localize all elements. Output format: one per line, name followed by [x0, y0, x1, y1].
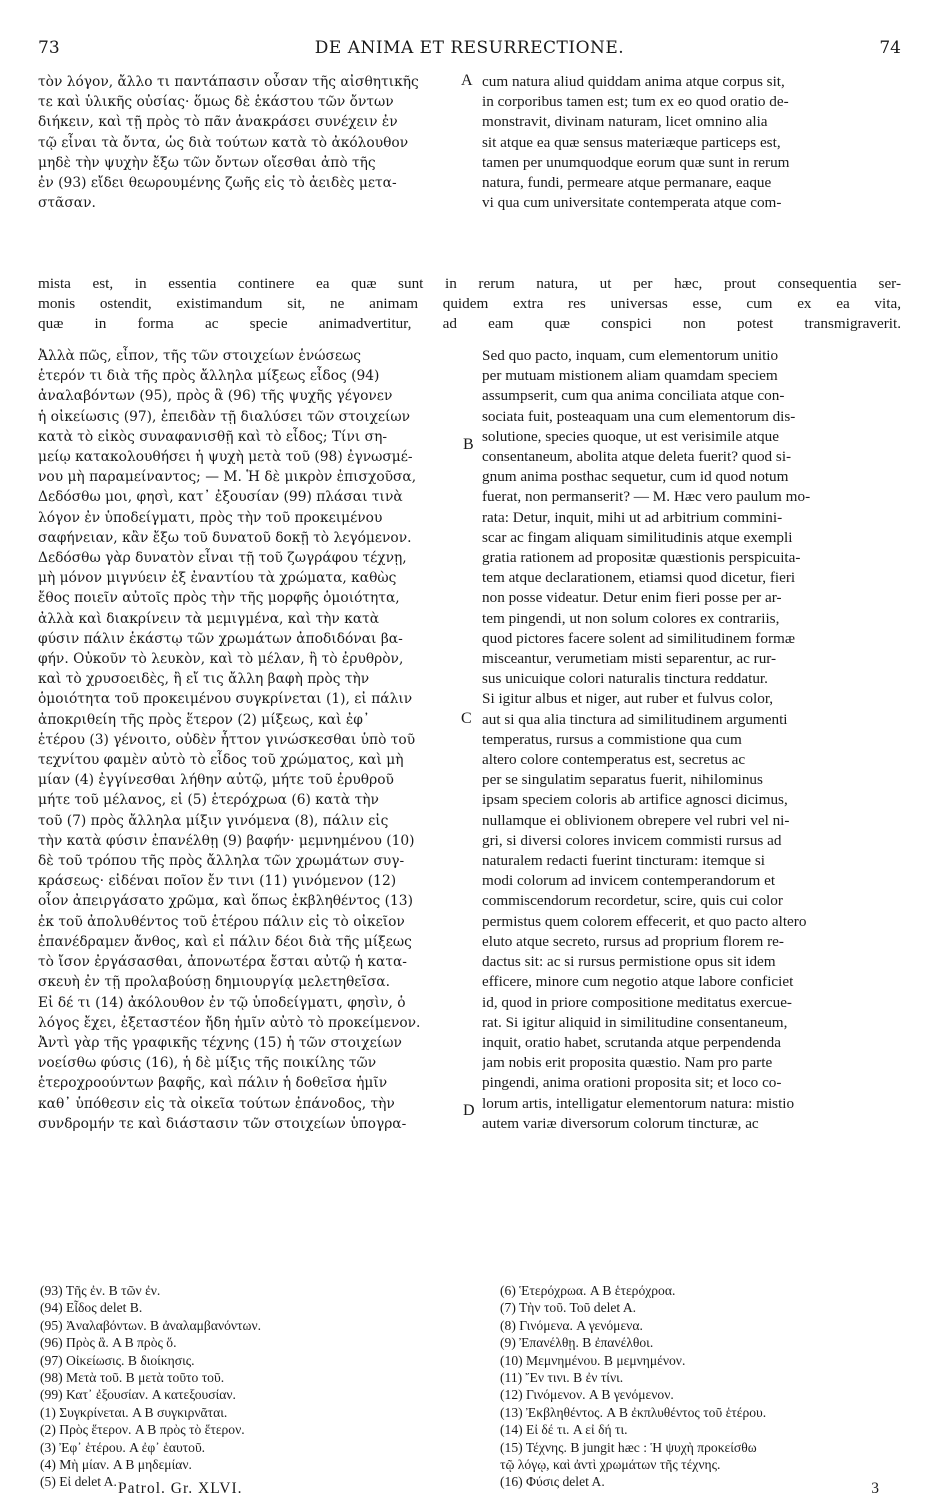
footnote-line: (9) Ἐπανέλθῃ. B ἐπανέλθοι. [500, 1335, 654, 1351]
latin-text-line: dactus sit: ac si rursus permistione opus sit idem [482, 953, 776, 971]
latin-text-line: fuerat, non permanserit? — M. Hæc vero paulum mo- [482, 488, 811, 506]
right-page-number: 74 [879, 38, 901, 58]
greek-text-line: οἷον ἀπειργάσατο χρῶμα, καὶ ὅπως ἐκβληθέντος (13) [38, 893, 413, 910]
greek-text-line: ὁμοιότητα τοῦ προκειμένου συγκρίνεται (1), εἰ πάλιν [38, 691, 413, 708]
greek-text-line: ἀποκριθείη τῆς πρὸς ἕτερον (2) μίξεως, καὶ ἐφ᾽ [38, 711, 370, 728]
margin-letter-c: C [461, 710, 472, 727]
greek-column-block-1 [38, 72, 456, 213]
footnote-line: (13) Ἐκβληθέντος. A B ἐκπλυθέντος τοῦ ἑτέρου. [500, 1404, 767, 1420]
latin-text-line: commiscendorum recordetur, scire, quis cui color [482, 892, 783, 910]
greek-text-line: ἑτερόν τι διὰ τῆς πρὸς ἄλληλα μίξεως εἶδος (94) [38, 368, 380, 385]
latin-column-block-1 [482, 72, 901, 213]
latin-text-line: nullamque ei oblivionem obrepere vel rubri vel ni- [482, 811, 790, 829]
latin-text-line: naturalem redacti fuerint tincturam: itemque si [482, 852, 765, 870]
greek-text-line: τὸ ἴσον ἐργάσασθαι, ἀπονωτέρα ἔσται αὐτῷ ἡ κατα- [38, 954, 407, 971]
footnote-line: (8) Γινόμενα. A γενόμενα. [500, 1317, 643, 1333]
greek-text-line: μίαν (4) ἐγγίνεσθαι λήθην αὐτῷ, μήτε τοῦ ἐρυθροῦ [38, 772, 394, 789]
greek-text-line: μείῳ κατακολουθήσει ἡ ψυχὴ μετὰ τοῦ (98) ἐγνωσμέ- [38, 449, 413, 466]
latin-text-line: consentaneum, abolita atque deleta fuerit? quod si- [482, 448, 792, 466]
footnote-line: (95) Ἀναλαβόντων. B ἀναλαμβανόντων. [40, 1317, 261, 1333]
margin-letter-b: B [463, 436, 474, 453]
latin-text-line: vi qua cum universitate contemperata atque com- [482, 194, 782, 212]
latin-text-line: per mutuam mistionem aliam quamdam speciem [482, 367, 778, 385]
footnote-line: τῷ λόγῳ, καὶ ἀντὶ χρωμάτων τῆς τέχνης. [500, 1457, 721, 1473]
greek-text-line: λόγον ἐν ὑποδείγματι, πρὸς τὴν τοῦ προκειμένου [38, 509, 383, 526]
left-page-number: 73 [38, 38, 60, 58]
latin-text-line: efficere, minore cum negotio atque labore conficiet [482, 973, 794, 991]
footnote-line: (98) Μετὰ τοῦ. B μετὰ τοῦτο τοῦ. [40, 1370, 225, 1386]
footnote-line: (93) Τῆς ἐν. B τῶν ἐν. [40, 1283, 161, 1298]
greek-text-line: καὶ τὸ χρυσοειδὲς, ἢ εἴ τις ἄλλη βαφὴ πρὸς τὴν [38, 671, 370, 688]
footnote-line: (94) Εἶδος delet B. [40, 1300, 143, 1316]
latin-text-line: Si igitur albus et niger, aut ruber et fulvus color, [482, 690, 774, 708]
latin-text-line: tamen per unumquodque eorum quæ sunt in rerum [482, 153, 790, 171]
greek-text-line: κράσεως· εἰδέναι ποῖον ἔν τινι (11) γινόμενον (12) [38, 873, 397, 890]
latin-text-line: sit atque ea quæ sensus materiæque particeps est, [482, 133, 781, 151]
greek-text-line: διήκειν, καὶ τῇ πρὸς τὸ πᾶν ἀνακράσει συνέχειν ἐν [38, 114, 398, 131]
latin-text-line: tem atque declarationem, etiamsi quod dicetur, fieri [482, 569, 796, 587]
greek-text-line: μηδὲ τὴν ψυχὴν ἔξω τῶν ὄντων οἴεσθαι ἀπὸ τῆς [38, 154, 376, 171]
latin-text-line: sus unicuique colori naturalis tinctura reddatur. [482, 670, 768, 688]
greek-text-line: Ἀλλὰ πῶς, εἶπον, τῆς τῶν στοιχείων ἑνώσεως [38, 348, 362, 364]
greek-text-line: νοείσθω φύσις (16), ἡ δὲ μίξις τῆς ποικίλης τῶν [38, 1055, 377, 1072]
footnote-line: (5) Εἰ delet A. [40, 1474, 117, 1490]
greek-text-line: Ἀντὶ γὰρ τῆς γραφικῆς τέχνης (15) ἡ τῶν στοιχείων [38, 1034, 402, 1051]
running-header [38, 34, 901, 60]
footnote-line: (7) Τὴν τοῦ. Τοῦ delet A. [500, 1300, 637, 1316]
latin-text-line: temperatus, rursus a commistione qua cum [482, 730, 742, 748]
latin-column-block-2 [482, 346, 901, 1134]
latin-text-line: autem variæ diversorum colorum tincturæ, ac [482, 1114, 759, 1132]
greek-text-line: τε καὶ ὑλικῆς οὐσίας· ὅμως δὲ ἑκάστου τῶν ὄντων [38, 94, 394, 111]
footnote-line: (16) Φύσις delet A. [500, 1474, 605, 1490]
margin-letter-d: D [463, 1102, 475, 1119]
running-title: DE ANIMA ET RESURRECTIONE. [314, 38, 625, 58]
footnote-line: (3) Ἐφ᾽ ἑτέρου. A ἐφ᾽ ἑαυτοῦ. [40, 1439, 206, 1455]
latin-text-line: scar ac fingam aliquam similitudinis atque exempli [482, 528, 793, 546]
latin-text-line: natura, fundi, permeare atque permanare, eaque [482, 174, 772, 192]
latin-text-line: per se singulatim separatus fuerit, nihilominus [482, 771, 763, 789]
greek-text-line: συνδρομήν τε καὶ διάστασιν τῶν στοιχείων ὑπογρα- [38, 1115, 407, 1132]
footnote-line: (11) Ἔν τινι. B ἐν τίνι. [500, 1370, 624, 1386]
greek-text-line: μήτε τοῦ μέλανος, εἰ (5) ἑτερόχρωα (6) κατὰ τὴν [38, 792, 379, 809]
page [38, 34, 901, 1500]
latin-text-line: quæ in forma ac specie animadvertitur, ad eam quæ conspici non potest transmigraverit. [38, 315, 901, 333]
greek-text-line: τὴν κατὰ φύσιν ἐπανέλθῃ (9) βαφήν· μεμνημένου (10) [38, 832, 415, 849]
greek-text-line: δὲ τοῦ τρόπου τῆς πρὸς ἄλληλα τῶν χρωμάτων συγ- [38, 853, 405, 870]
latin-text-line: eluto atque secreto, rursus ad proprium florem re- [482, 932, 784, 950]
greek-text-line: ἐπανέδραμεν ἄνθος, καὶ εἰ πάλιν δέοι διὰ τῆς μίξεως [38, 933, 412, 950]
footer-sheet-number: 3 [871, 1480, 879, 1497]
footnote-line: (6) Ἑτερόχρωα. A B ἑτερόχροα. [500, 1283, 676, 1298]
greek-text-line: τὸν λόγον, ἄλλο τι παντάπασιν οὖσαν τῆς αἰσθητικῆς [38, 74, 419, 90]
greek-text-line: φύσιν πάλιν ἑκάστῳ τῶν χρωμάτων ἀποδιδόναι βα- [38, 630, 403, 647]
latin-text-line: in corporibus tamen est; tum ex eo quod oratio de- [482, 93, 789, 111]
latin-text-line: solutione, species quoque, ut est verisimile atque [482, 427, 779, 445]
latin-text-line: modi colorum ad invicem contemperandorum et [482, 872, 776, 890]
footnote-line: (97) Οἰκείωσις. B διοίκησις. [40, 1352, 195, 1368]
greek-text-line: στᾶσαν. [38, 195, 96, 212]
greek-text-line: τοῦ (7) πρὸς ἄλληλα μίξιν γινόμενα (8), πάλιν εἰς [38, 812, 389, 829]
footnote-line: (99) Κατ᾽ ἐξουσίαν. A κατεξουσίαν. [40, 1387, 236, 1403]
page-footer [38, 1480, 901, 1500]
greek-text-line: ἀλλὰ καὶ διακρίνειν τὰ μεμιγμένα, καὶ τὴν κατὰ [38, 610, 380, 627]
latin-text-line: cum natura aliud quiddam anima atque corpus sit, [482, 73, 785, 90]
greek-text-line: κατὰ τὸ εἰκὸς συναφανισθῇ καὶ τὸ εἶδος; Τίνι ση- [38, 428, 387, 445]
greek-text-line: ἔθος ποιεῖν αὐτοῖς πρὸς τὴν τῆς μορφῆς ὁμοιότητα, [38, 590, 400, 607]
latin-text-line: monstravit, divinam naturam, licet omnino alia [482, 113, 768, 131]
latin-text-line: misceantur, verumetiam misti separentur, ac rur- [482, 650, 777, 668]
greek-text-line: φήν. Οὐκοῦν τὸ λευκὸν, καὶ τὸ μέλαν, ἢ τὸ ἐρυθρὸν, [38, 651, 404, 668]
footnote-line: (4) Μὴ μίαν. A B μηδεμίαν. [40, 1457, 192, 1473]
footnotes-right [500, 1282, 901, 1491]
latin-text-line: rat. Si igitur aliquid in similitudine consentaneum, [482, 1013, 788, 1031]
latin-text-line: Sed quo pacto, inquam, cum elementorum unitio [482, 347, 779, 364]
footnote-line: (1) Συγκρίνεται. A B συγκιρνᾶται. [40, 1404, 228, 1420]
footer-signature: Patrol. Gr. XLVI. [118, 1480, 243, 1497]
footnotes-left [40, 1282, 460, 1491]
footnote-line: (96) Πρὸς ἃ. A B πρὸς ὅ. [40, 1335, 177, 1351]
latin-text-line: lorum artis, intelligatur elementorum natura: mistio [482, 1094, 795, 1112]
greek-text-line: ἑτεροχροούντων βαφῆς, καὶ πάλιν ἡ δοθεῖσα ἡμῖν [38, 1075, 388, 1092]
latin-text-line: sociata fuit, posteaquam una cum elementorum dis- [482, 407, 796, 425]
latin-text-line: gnum anima posthac sequetur, cum id quod notum [482, 468, 789, 486]
latin-text-line: mista est, in essentia continere ea quæ sunt in rerum natura, ut per hæc, prout consequentia ser- [38, 275, 901, 292]
latin-text-line: id, quod in priore compositione meditatus exercue- [482, 993, 792, 1011]
latin-text-line: aut si qua alia tinctura ad similitudinem argumenti [482, 710, 788, 728]
greek-text-line: Δεδόσθω γὰρ δυνατὸν εἶναι τῇ τοῦ ζωγράφου τέχνῃ, [38, 550, 407, 567]
greek-text-line: νου μὴ παραμείναντος; — Μ. Ἡ δὲ μικρὸν ἐπισχοῦσα, [38, 469, 417, 486]
greek-text-line: τῷ εἶναι τὰ ὄντα, ὡς διὰ τούτων κατὰ τὸ ἀκόλουθον [38, 134, 409, 151]
greek-text-line: λόγος ἔχει, ἐξεταστέον ἤδη ἡμῖν αὐτὸ τὸ προκείμενον. [38, 1014, 421, 1031]
greek-text-line: Δεδόσθω μοι, φησὶ, κατ᾽ ἐξουσίαν (99) πλάσαι τινὰ [38, 489, 403, 506]
footnote-line: (2) Πρὸς ἕτερον. A B πρὸς τὸ ἕτερον. [40, 1422, 245, 1438]
greek-text-line: μὴ μόνον μιγνύειν ἐξ ἐναντίου τὰ χρώματα, καθὼς [38, 570, 397, 587]
latin-text-line: jam nobis erit proposita quæstio. Nam pro parte [482, 1054, 773, 1072]
latin-text-line: ipsam speciem coloris ab artifice agnosci dicimus, [482, 791, 788, 809]
latin-text-line: non posse videatur. Detur enim fieri posse per ar- [482, 589, 782, 607]
latin-text-line: tem pingendi, ut non solum colores ex contrariis, [482, 609, 780, 627]
footnote-line: (12) Γινόμενον. A B γενόμενον. [500, 1387, 674, 1403]
greek-text-line: σαφήνειαν, κἂν ἔξω τοῦ δυνατοῦ δοκῇ τὸ λεγόμενον. [38, 529, 412, 546]
latin-text-line: quod pictores facere solent ad similitudinem formæ [482, 629, 795, 647]
margin-letter-a: A [461, 72, 473, 89]
latin-text-line: inquit, oratio habet, scrutanda atque perpendenda [482, 1033, 781, 1051]
footnote-line: (15) Τέχνης. B jungit hæc : Ἡ ψυχὴ προκείσθω [500, 1439, 757, 1455]
greek-text-line: ἐν (93) εἴδει θεωρουμένης ζωῆς εἰς τὸ ἀειδὲς μετα- [38, 175, 397, 192]
latin-text-line: rata: Detur, inquit, mihi ut ad arbitrium commini- [482, 508, 783, 526]
latin-text-line: pingendi, anima orationi proposita sit; et loco co- [482, 1074, 782, 1092]
latin-full-width-paragraph [38, 274, 901, 335]
latin-text-line: assumpserit, cum qua anima conciliata atque con- [482, 387, 785, 405]
greek-text-line: ἡ οἰκείωσις (97), ἐπειδὰν τῇ διαλύσει τῶν στοιχείων [38, 408, 411, 425]
greek-text-line: σκευὴ ἐν τῇ προλαβούσῃ δημιουργίᾳ μελετηθεῖσα. [38, 974, 390, 991]
latin-text-line: altero colore contemperatus est, secretus ac [482, 751, 746, 769]
latin-text-line: gri, si diversi colores invicem commisti rursus ad [482, 831, 782, 849]
greek-column-block-2 [38, 346, 456, 1134]
latin-text-line: gratia rationem ad propositæ quæstionis perspicuita- [482, 549, 801, 567]
greek-text-line: ἀναλαβόντων (95), πρὸς ἃ (96) τῆς ψυχῆς γέγονεν [38, 388, 393, 405]
greek-text-line: τεχνίτου φαμὲν αὐτὸ τὸ εἶδος τοῦ χρώματος, καὶ μὴ [38, 752, 404, 769]
footnote-line: (10) Μεμνημένου. B μεμνημένον. [500, 1352, 686, 1368]
greek-text-line: Εἰ δέ τι (14) ἀκόλουθον ἐν τῷ ὑποδείγματι, φησὶν, ὁ [38, 994, 406, 1011]
latin-text-line: permistus quem colorem effecerit, et quo pacto altero [482, 912, 807, 930]
greek-text-line: καθ᾽ ὑπόθεσιν εἰς τὰ οἰκεῖα τούτων ἐπάνοδος, τὴν [38, 1095, 395, 1112]
latin-text-line: monis ostendit, existimandum sit, ne animam quidem extra res universas esse, cum ex ea vita, [38, 295, 901, 313]
greek-text-line: ἑτέρου (3) γένοιτο, οὐδὲν ἧττον γινώσκεσθαι ὑπὸ τοῦ [38, 731, 416, 748]
greek-text-line: ἐκ τοῦ ἀπολυθέντος τοῦ ἑτέρου πάλιν εἰς τὸ οἰκεῖον [38, 913, 405, 930]
footnote-line: (14) Εἰ δέ τι. A εἰ δή τι. [500, 1422, 628, 1438]
